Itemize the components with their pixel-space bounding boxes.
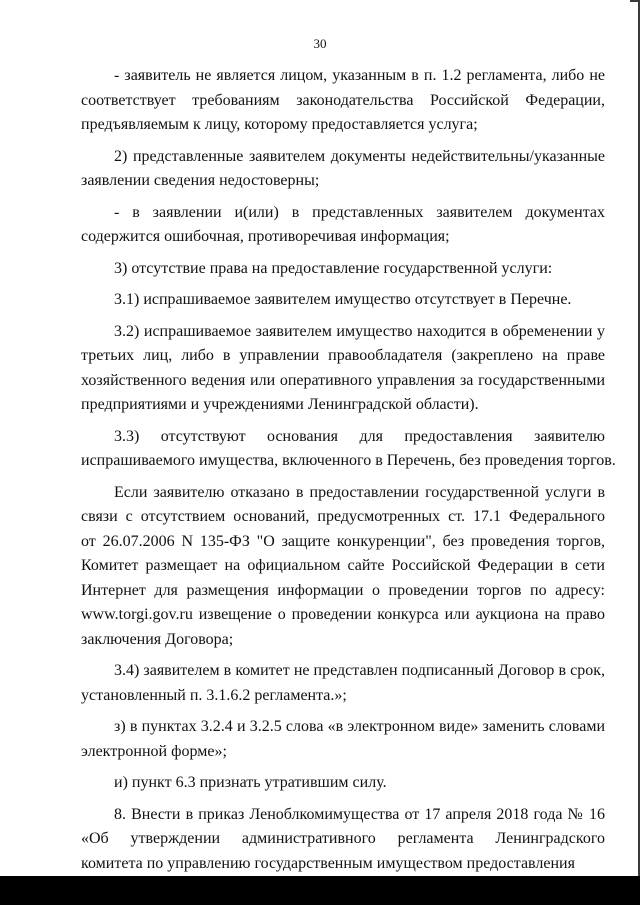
paragraph (81, 659, 605, 708)
paragraph (81, 425, 616, 474)
paragraph (114, 771, 605, 796)
text-line: www.torgi.gov.ru извещение о проведении конкурса или аукциона на право (81, 606, 605, 623)
page-number: 30 (313, 36, 327, 51)
text-line: Если заявителю отказано в предоставлении государственной услуги в (114, 483, 605, 501)
text-line: Интернет для размещения информации о проведении торгов по адресу: (81, 581, 605, 599)
text-line: испрашиваемого имущества, включенного в Перечень, без проведения торгов. (81, 452, 616, 469)
scan-bottom-bar (0, 876, 640, 905)
text-line: предприятиями и учреждениями Ленинградской области). (81, 396, 479, 413)
paragraph (81, 201, 605, 250)
text-line: 3.4) заявителем в комитет не представлен подписанный Договор в срок, (114, 662, 605, 679)
paragraph (81, 803, 605, 877)
text-line: соответствует требованиям законодательства Российской Федерации, (81, 91, 605, 109)
text-line: - заявитель не является лицом, указанным в п. 1.2 регламента, либо не (114, 67, 605, 84)
paragraph (81, 64, 605, 138)
text-line: - в заявлении и(или) в представленных заявителем документах (114, 203, 605, 221)
text-line: 3.3) отсутствуют основания для предоставления заявителю (114, 427, 605, 445)
text-line: комитета по управлению государственным имуществом предоставления (81, 854, 575, 872)
text-line: и) пункт 6.3 признать утратившим силу. (114, 774, 387, 791)
text-line: 8. Внести в приказ Леноблкомимущества от 17 апреля 2018 года № 16 (114, 805, 605, 823)
text-line: хозяйственного ведения или оперативного управления за государственными (81, 371, 605, 389)
text-line: 3) отсутствие права на предоставление государственной услуги: (114, 259, 553, 277)
text-line: содержится ошибочная, противоречивая информация; (81, 228, 450, 245)
text-line: заявлении сведения недостоверны; (81, 172, 320, 189)
text-line: 3.1) испрашиваемое заявителем имущество отсутствует в Перечне. (114, 291, 572, 308)
text-line: электронной форме»; (81, 742, 227, 760)
paragraph (114, 288, 605, 313)
paragraph (114, 257, 605, 282)
paragraph (81, 715, 605, 764)
text-line: предъявляемым к лицу, которому предоставляется услуга; (81, 116, 478, 133)
paragraph (81, 320, 605, 418)
text-line: от 26.07.2006 N 135-ФЗ "О защите конкуренции", без проведения торгов, (81, 532, 605, 550)
text-line: установленный п. 3.1.6.2 регламента.»; (81, 686, 347, 704)
text-line: «Об утверждении административного регламента Ленинградского (81, 830, 605, 847)
document-body (81, 64, 616, 883)
text-line: 3.2) испрашиваемое заявителем имущество находится в обременении у (114, 322, 605, 340)
text-line: Комитет размещает на официальном сайте Российской Федерации в сети (81, 557, 605, 574)
text-line: связи с отсутствием оснований, предусмотренных ст. 17.1 Федерального (81, 508, 605, 525)
paragraph (81, 481, 605, 653)
text-line: 2) представленные заявителем документы недействительны/указанные (114, 147, 605, 165)
text-line: з) в пунктах 3.2.4 и 3.2.5 слова «в электронном виде» заменить словами (114, 718, 605, 735)
text-line: третьих лиц, либо в управлении правообладателя (закреплено на праве (81, 347, 605, 364)
paragraph (81, 145, 605, 194)
text-line: заключения Договора; (81, 630, 234, 648)
